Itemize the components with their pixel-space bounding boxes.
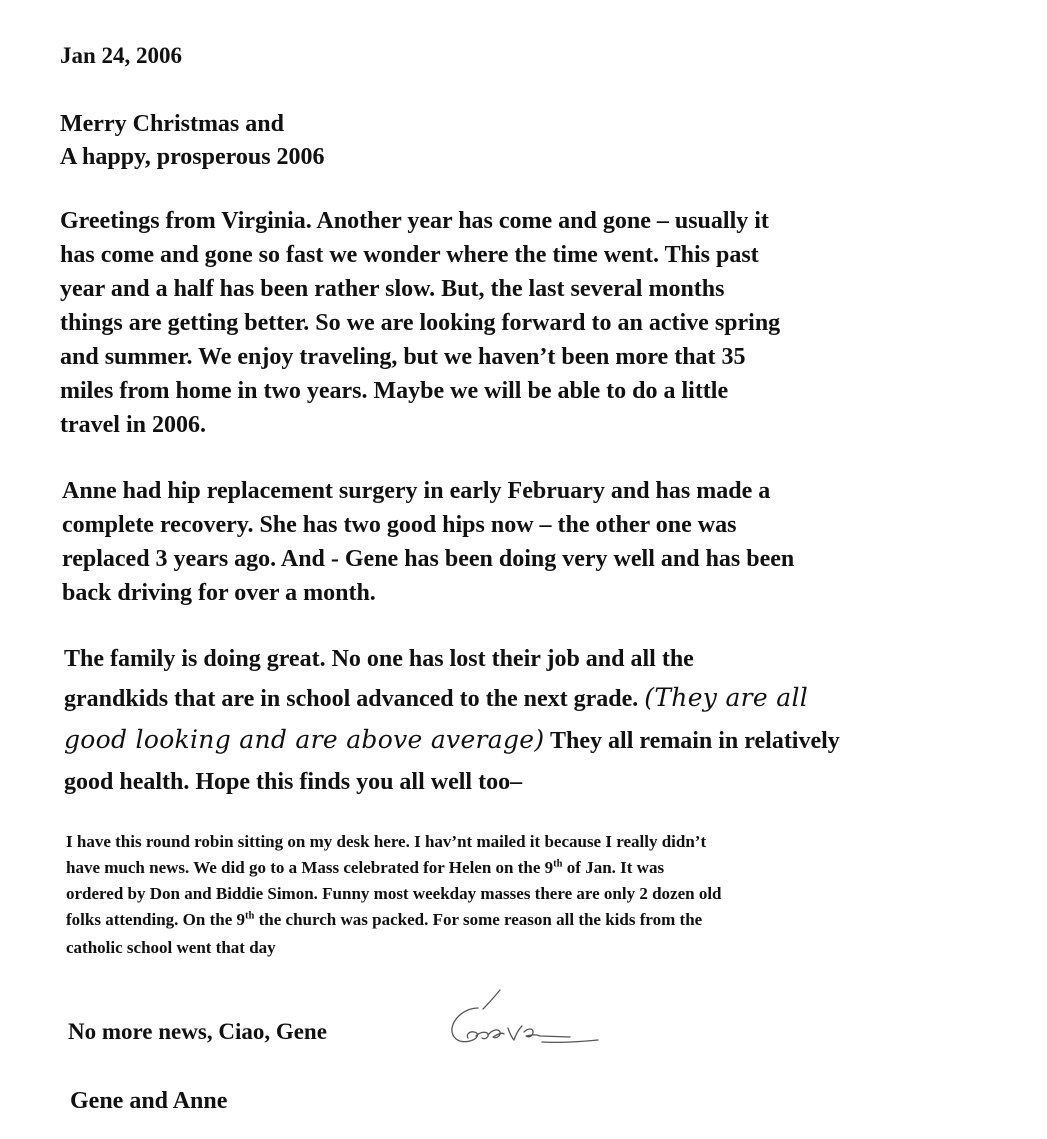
paragraph-line: and summer. We enjoy traveling, but we haven’t been more that 35 (60, 344, 746, 370)
sign-off: Gene and Anne (70, 1088, 228, 1114)
handwritten-note: (They are all (644, 683, 809, 712)
salutation-line: Merry Christmas and (60, 111, 284, 137)
paragraph-line: The family is doing great. No one has lost their job and all the (64, 646, 694, 672)
note-line: folks attending. On the 9th the church was packed. For some reason all the kids from the (66, 910, 703, 929)
paragraph-line (64, 726, 840, 755)
note-line: I have this round robin sitting on my desk here. I hav’nt mailed it because I really didn’t (66, 832, 707, 851)
handwritten-note: good looking and are above average) (64, 725, 545, 754)
paragraph-line: miles from home in two years. Maybe we will be able to do a little (60, 378, 729, 404)
note-line: catholic school went that day (66, 938, 276, 957)
paragraph-line: Greetings from Virginia. Another year has come and gone – usually it (60, 208, 769, 234)
paragraph-line: travel in 2006. (60, 412, 206, 438)
paragraph-line: back driving for over a month. (62, 580, 376, 606)
note-line: have much news. We did go to a Mass celebrated for Helen on the 9th of Jan. It was (66, 858, 665, 877)
paragraph-line (64, 684, 808, 713)
note-line: ordered by Don and Biddie Simon. Funny most weekday masses there are only 2 dozen old (66, 884, 722, 903)
paragraph-line: Anne had hip replacement surgery in early February and has made a (62, 478, 771, 504)
salutation-line: A happy, prosperous 2006 (60, 144, 325, 170)
paragraph-line: things are getting better. So we are looking forward to an active spring (60, 310, 781, 336)
typed-text: grandkids that are in school advanced to the next grade. (64, 686, 645, 712)
letter-date: Jan 24, 2006 (60, 43, 183, 68)
paragraph-line: complete recovery. She has two good hips now – the other one was (62, 512, 737, 538)
paragraph-line: has come and gone so fast we wonder where the time went. This past (60, 242, 759, 268)
closing-line: No more news, Ciao, Gene (68, 1019, 327, 1044)
paragraph-line: good health. Hope this finds you all well too– (64, 769, 523, 795)
handwritten-signature (438, 982, 618, 1072)
typed-text: They all remain in relatively (544, 728, 840, 754)
paragraph-line: replaced 3 years ago. And - Gene has been doing very well and has been (62, 546, 795, 572)
paragraph-line: year and a half has been rather slow. But, the last several months (60, 276, 725, 302)
